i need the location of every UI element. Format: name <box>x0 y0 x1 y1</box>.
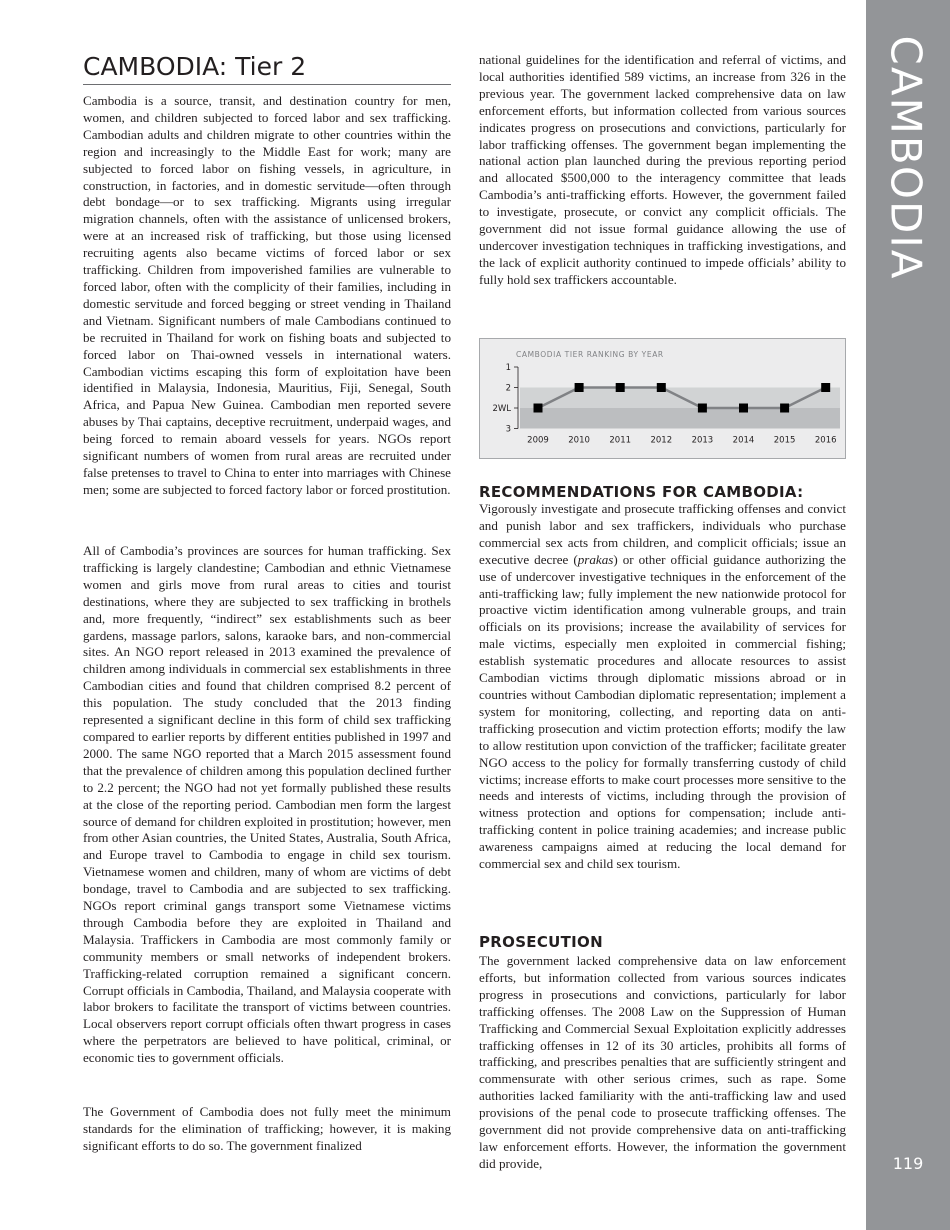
prosecution-text: The government lacked comprehensive data on law enforcement efforts, but information collected from various sources indicates progress in prosecutions and convictions, particularly for labor trafficking offenses. The 2008 Law on the Suppression of Human Trafficking and Commercial Sexual Exploitation explicitly addresses trafficking offenses in 12 of its 30 articles, prohibits all forms of trafficking, and prescribes penalties that are sufficiently stringent and commensurate with other serious crimes, such as rape. Some authorities lacked familiarity with the anti-trafficking law and used provisions of the penal code to prosecute trafficking offenses. The government did not provide comprehensive data on anti-trafficking law enforcement efforts. However, the information the government did provide, <box>479 953 846 1171</box>
tier-ranking-chart <box>479 338 846 459</box>
recommendations-text <box>479 501 846 873</box>
chart-y-tick-label: 2WL <box>492 404 511 414</box>
country-tab-label: CAMBODIA <box>881 35 931 281</box>
chart-x-tick-label: 2011 <box>609 435 632 446</box>
chart-y-tick-label: 3 <box>505 424 511 435</box>
chart-data-point <box>616 383 625 392</box>
paragraph-trafficking-profile: Cambodia is a source, transit, and destination country for men, women, and children subjected to forced labor and sex trafficking. Cambodian adults and children migrate to other countries within the region and increasingly to the Middle East for work; many are subjected to forced labor on fishing vessels, in agriculture, in construction, in factories, and in domestic servitude—often through debt bondage—or to sex trafficking. Migrants using irregular migration channels, often with the assistance of unlicensed brokers, were at an increased risk of trafficking, but those using licensed recruiting agents also became victims of forced labor or sex trafficking. Children from impoverished families are vulnerable to forced labor, often with the complicity of their families, including in domestic servitude and forced begging or street vending in Thailand and Vietnam. Significant numbers of male Cambodians continued to be recruited in Thailand for work on fishing boats and subjected to forced labor on Thai-owned vessels in international waters. Cambodian victims escaping this form of exploitation have been identified in Malaysia, Indonesia, Mauritius, Fiji, Senegal, South Africa, and Papua New Guinea. Cambodian men reported severe abuses by Thai captains, deceptive recruitment, underpaid wages, and being forced to remain aboard vessels for years. NGOs report significant numbers of women from rural areas are recruited under false pretenses to travel to China to enter into marriages with Chinese men; some are subjected to forced factory labor or forced prostitution. <box>83 93 451 497</box>
recommendations-text-part1: Vigorously investigate and prosecute trafficking offenses and convict and punish labor and sex traffickers, individuals who purchase commercial sex acts from children, and complicit officials; issue an executive decree ( <box>479 501 846 567</box>
chart-data-point <box>698 404 707 413</box>
recommendations-italic-term: prakas <box>577 551 614 567</box>
tier-ranking-chart-svg <box>480 339 845 458</box>
chart-x-tick-label: 2014 <box>732 435 755 446</box>
chart-x-tick-label: 2013 <box>691 435 714 446</box>
paragraph-provinces: All of Cambodia’s provinces are sources for human trafficking. Sex trafficking is largely clandestine; Cambodian and ethnic Vietnamese women and girls move from rural areas to cities and tourist destinations, where they are subjected to sex trafficking in brothels and, more frequently, “indirect” sex establishments such as beer gardens, massage parlors, salons, karaoke bars, and non-commercial sites. An NGO report released in 2013 examined the prevalence of children among individuals in commercial sex establishments in three Cambodian cities and found that children comprised 8.2 percent of this population. The study concluded that the 2013 finding represented a significant decline in this form of child sex trafficking compared to earlier reports by different entities published in 1997 and 2000. The same NGO reported that a March 2015 assessment found that the prevalence of children among this population declined further to 2.2 percent; the NGO had not yet formally published these results at the close of the reporting period. Cambodian men form the largest source of demand for children exploited in prostitution; however, men from other Asian countries, the United States, Australia, South Africa, and Europe travel to Cambodia to engage in child sex tourism. Vietnamese women and children, many of whom are victims of debt bondage, travel to Cambodia and are subjected to sex trafficking. NGOs report criminal gangs transport some Vietnamese victims through Cambodia before they are exploited in Thailand and Malaysia. Traffickers in Cambodia are most commonly family or community members or small networks of independent brokers. Trafficking-related corruption remained a significant concern. Corrupt officials in Cambodia, Thailand, and Malaysia cooperate with labor brokers to facilitate the transport of victims between countries. Local observers report corrupt officials often thwart progress in cases where the perpetrators are believed to have political, criminal, or economic ties to government officials. <box>83 543 451 1066</box>
chart-y-axis <box>492 363 518 435</box>
chart-band-tier2wl <box>520 408 840 429</box>
chart-x-tick-label: 2015 <box>773 435 796 446</box>
chart-data-point <box>780 404 789 413</box>
recommendations-heading: RECOMMENDATIONS FOR CAMBODIA: <box>479 483 804 501</box>
chart-data-point <box>739 404 748 413</box>
page-number: 119 <box>892 1154 924 1173</box>
page-title: CAMBODIA: Tier 2 <box>83 52 451 85</box>
paragraph-government-standards: The Government of Cambodia does not fully meet the minimum standards for the elimination of trafficking; however, it is making significant efforts to do so. The government finalized <box>83 1104 451 1153</box>
prosecution-heading: PROSECUTION <box>479 933 603 951</box>
paragraph-continued: national guidelines for the identification and referral of victims, and local authorities identified 589 victims, an increase from 326 in the previous year. The government lacked comprehensive data on law enforcement efforts, but information collected from various sources indicates progress on prosecutions and convictions, particularly for labor trafficking offenses. The government began implementing the national action plan launched during the previous reporting period and allocated $500,000 to the interagency committee that leads Cambodia’s anti-trafficking efforts. However, the government failed to investigate, prosecute, or convict any complicit officials. The government did not issue formal guidance allowing the use of undercover investigation techniques in trafficking investigations, and the lack of explicit authority continued to impede officials’ ability to fully hold sex traffickers accountable. <box>479 52 846 287</box>
chart-y-tick-label: 1 <box>505 363 511 373</box>
chart-data-point <box>575 383 584 392</box>
chart-data-point <box>821 383 830 392</box>
chart-x-tick-label: 2016 <box>814 435 837 446</box>
chart-title: CAMBODIA TIER RANKING BY YEAR <box>516 350 664 359</box>
chart-y-tick-label: 2 <box>505 383 511 394</box>
chart-data-point <box>534 404 543 413</box>
chart-x-tick-label: 2009 <box>527 435 549 446</box>
chart-x-tick-label: 2010 <box>568 435 590 446</box>
chart-data-point <box>657 383 666 392</box>
chart-x-axis <box>527 436 836 446</box>
recommendations-text-part2: ) or other official guidance authorizing the use of undercover investigative techniques in the enforcement of the anti-trafficking law; fully implement the new nationwide protocol for proactive victim identification among vulnerable groups, and train officials on its provisions; increase the availability of services for male victims, especially men exploited in commercial fishing; establish systematic procedures and allocate resources to assist Cambodian victims through diplomatic missions abroad or in countries without Cambodian diplomatic representation; implement a system for monitoring, collecting, and reporting data on anti-trafficking prosecution and victim protection efforts; modify the law to allow restitution upon conviction of the trafficker; facilitate greater NGO access to the policy for formally transferring custody of child victims; increase efforts to make court processes more sensitive to the needs and interests of victims, including through the provision of witness protection and options for compensation; include anti-trafficking content in police training academies; and increase public awareness campaigns aimed at reducing the local demand for commercial sex and child sex tourism. <box>479 551 846 872</box>
chart-x-tick-label: 2012 <box>650 435 673 446</box>
